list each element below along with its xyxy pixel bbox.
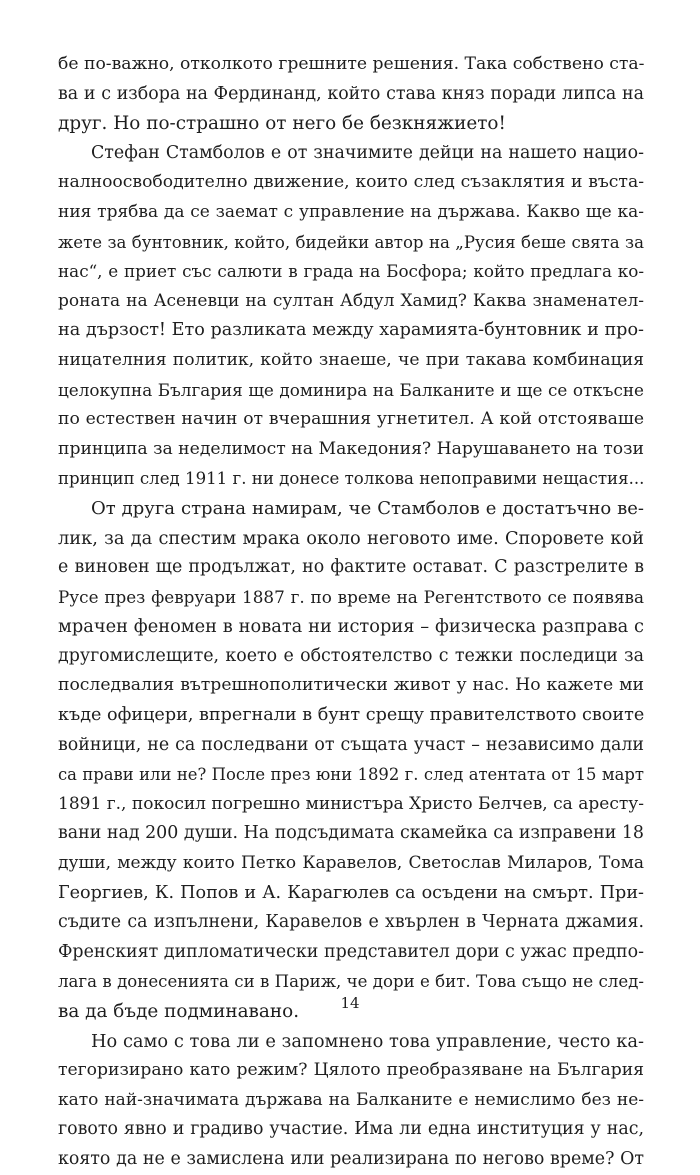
text-line: вани над 200 души. На подсъдимата скамейка са изправени 18 xyxy=(58,823,644,844)
text-line: Стефан Стамболов е от значимите дейци на нашето нацио- xyxy=(91,142,644,163)
text-line: са прави или не? После през юни 1892 г. след атентата от 15 март xyxy=(58,765,644,785)
text-line: лага в донесенията си в Париж, че дори е бит. Това също не след- xyxy=(58,972,644,992)
text-line: 1891 г., покосил погрешно министъра Христо Белчев, са аресту- xyxy=(58,793,644,814)
text-line: нас“, е приет със салюти в града на Босфора; който предлага ко- xyxy=(58,261,644,282)
text-line: ницателния политик, който знаеше, че при такава комбинация xyxy=(58,349,644,370)
page-number: 14 xyxy=(340,994,360,1012)
text-line: От друга страна намирам, че Стамболов е достатъчно ве- xyxy=(91,497,644,519)
text-line: принцип след 1911 г. ни донесе толкова непоправими нещастия... xyxy=(58,469,645,489)
text-line: ва да бъде подминавано. xyxy=(58,1001,300,1022)
text-line: бе по-важно, отколкото грешните решения. Така собствено ста- xyxy=(58,54,645,74)
text-line: е виновен ще продължат, но фактите остават. С разстрелите в xyxy=(58,557,644,578)
text-line: като най-значимата държава на Балканите е немислимо без не- xyxy=(58,1089,644,1110)
text-line: жете за бунтовник, който, бидейки автор на „Русия беше свята за xyxy=(58,232,644,252)
text-line: мрачен феномен в новата ни история – физическа разправа с xyxy=(58,616,644,638)
text-line: съдите са изпълнени, Каравелов е хвърлен в Черната джамия. xyxy=(58,912,644,933)
text-line: принципа за неделимост на Македония? Нарушаването на този xyxy=(58,438,644,459)
text-line: тегоризирано като режим? Цялото преобразяване на България xyxy=(58,1060,644,1081)
text-line: ва и с избора на Фердинанд, който става княз поради липса на xyxy=(58,83,644,104)
text-line: ния трябва да се заемат с управление на държава. Какво ще ка- xyxy=(58,201,644,222)
text-line: Френският дипломатически представител дори с ужас предпо- xyxy=(58,941,644,962)
text-line: Русе през февруари 1887 г. по време на Регентството се появява xyxy=(58,586,644,607)
text-line: на дързост! Ето разликата между харамията-бунтовник и про- xyxy=(58,320,644,341)
text-line: лик, за да спестим мрака около неговото име. Споровете кой xyxy=(58,527,644,549)
text-line: която да не е замислена или реализирана по негово време? От xyxy=(58,1148,644,1169)
text-line: последвалия вътрешнополитически живот у нас. Но кажете ми xyxy=(58,675,644,696)
text-line: налноосвободително движение, които след съзаклятия и въста- xyxy=(58,172,644,193)
text-line: къде офицери, впрегнали в бунт срещу правителството своите xyxy=(58,705,645,726)
text-line: друг. Но по-страшно от него бе безкняжието! xyxy=(58,113,506,135)
text-line: войници, не са последвани от същата участ – независимо дали xyxy=(58,734,644,755)
text-line: по естествен начин от вчерашния угнетител. А кой отстояваше xyxy=(58,409,644,430)
text-line: говото явно и градиво участие. Има ли една институция у нас, xyxy=(58,1119,644,1140)
text-line: Но само с това ли е запомнено това управление, често ка- xyxy=(91,1030,644,1052)
text-line: роната на Асеневци на султан Абдул Хамид? Каква знаменател- xyxy=(58,290,644,311)
text-line: души, между които Петко Каравелов, Светослав Миларов, Тома xyxy=(58,853,644,874)
text-line: Георгиев, К. Попов и А. Карагюлев са осъдени на смърт. При- xyxy=(58,882,644,903)
text-line: другомислещите, което е обстоятелство с тежки последици за xyxy=(58,645,644,666)
text-line: целокупна България ще доминира на Балканите и ще се откъсне xyxy=(58,379,644,400)
